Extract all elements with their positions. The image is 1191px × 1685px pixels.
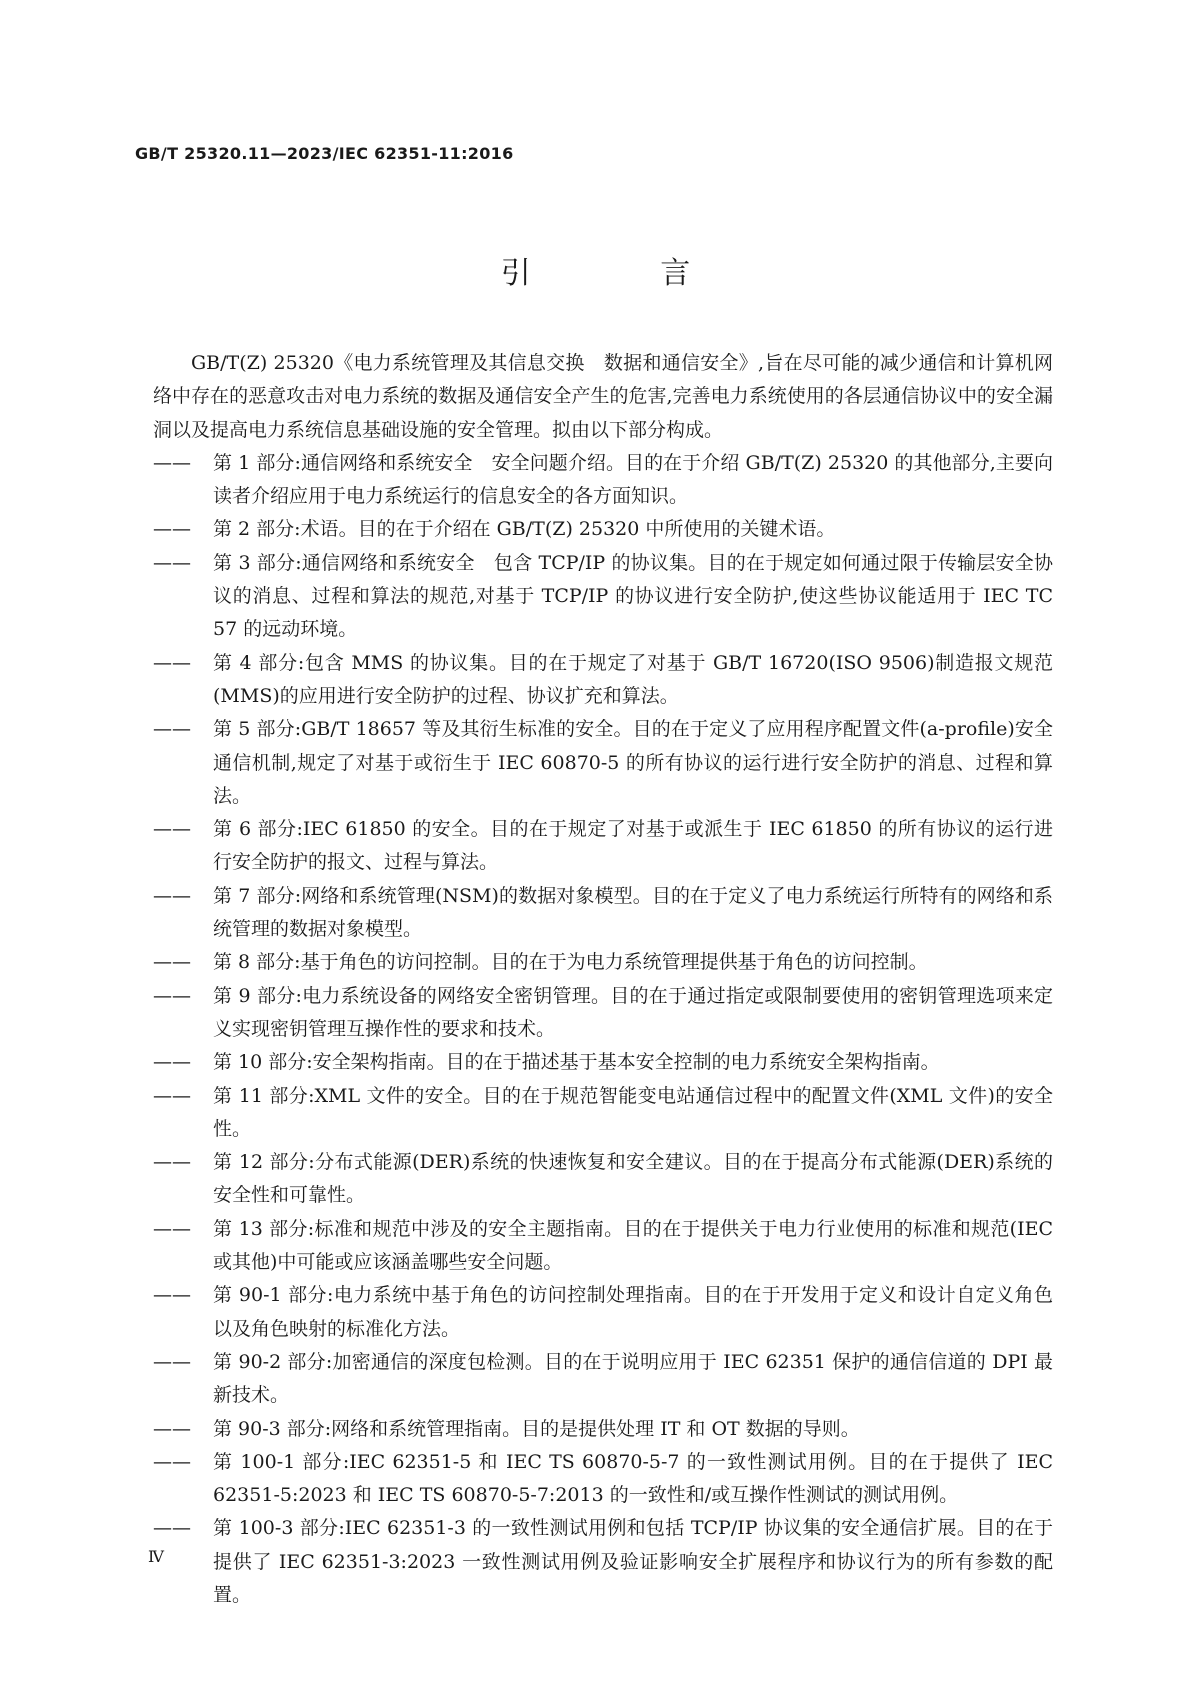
list-dash: ——	[153, 1084, 191, 1107]
list-item-text: 第 9 部分:电力系统设备的网络安全密钥管理。目的在于通过指定或限制要使用的密钥管理选项来定义实现密钥管理互操作性的要求和技术。	[213, 984, 1053, 1040]
list-item	[153, 1046, 1053, 1079]
list-item	[153, 1446, 1053, 1513]
list-dash: ——	[153, 518, 191, 541]
list-dash: ——	[153, 1350, 191, 1373]
list-item	[153, 547, 1053, 647]
list-item	[153, 980, 1053, 1047]
intro-paragraph: GB/T(Z) 25320《电力系统管理及其信息交换 数据和通信安全》,旨在尽可能的减少通信和计算机网络中存在的恶意攻击对电力系统的数据及通信安全产生的危害,完善电力系统使用的各层通信协议中的安全漏洞以及提高电力系统信息基础设施的安全管理。拟由以下部分构成。	[153, 352, 1053, 441]
list-item	[153, 713, 1053, 813]
list-item	[153, 1413, 1053, 1446]
list-item	[153, 1279, 1053, 1346]
list-dash: ——	[153, 451, 191, 474]
list-item	[153, 813, 1053, 880]
list-dash: ——	[153, 651, 191, 674]
document-header: GB/T 25320.11—2023/IEC 62351-11:2016	[135, 144, 514, 163]
list-item	[153, 946, 1053, 979]
list-item-text: 第 8 部分:基于角色的访问控制。目的在于为电力系统管理提供基于角色的访问控制。	[213, 951, 928, 974]
list-item-text: 第 2 部分:术语。目的在于介绍在 GB/T(Z) 25320 中所使用的关键术语。	[213, 518, 836, 541]
list-item-text: 第 90-2 部分:加密通信的深度包检测。目的在于说明应用于 IEC 62351 保护的通信信道的 DPI 最新技术。	[213, 1350, 1053, 1407]
list-item-text: 第 1 部分:通信网络和系统安全 安全问题介绍。目的在于介绍 GB/T(Z) 25320 的其他部分,主要向读者介绍应用于电力系统运行的信息安全的各方面知识。	[213, 451, 1053, 508]
list-item-text: 第 100-3 部分:IEC 62351-3 的一致性测试用例和包括 TCP/IP 协议集的安全通信扩展。目的在于提供了 IEC 62351-3:2023 一致性测试用例及验证影响安全扩展程序和协议行为的所有参数的配置。	[213, 1517, 1053, 1606]
list-item	[153, 513, 1053, 546]
list-item	[153, 1146, 1053, 1213]
list-dash: ——	[153, 984, 191, 1007]
list-item-text: 第 90-3 部分:网络和系统管理指南。目的是提供处理 IT 和 OT 数据的导则。	[213, 1417, 860, 1440]
list-item	[153, 880, 1053, 947]
list-dash: ——	[153, 1284, 191, 1307]
list-item-text: 第 5 部分:GB/T 18657 等及其衍生标准的安全。目的在于定义了应用程序配置文件(a-profile)安全通信机制,规定了对基于或衍生于 IEC 60870-5 的所有协议的运行进行安全防护的消息、过程和算法。	[213, 718, 1053, 807]
section-title: 引 言	[500, 256, 751, 291]
list-dash: ——	[153, 884, 191, 907]
list-item-text: 第 100-1 部分:IEC 62351-5 和 IEC TS 60870-5-7 的一致性测试用例。目的在于提供了 IEC 62351-5:2023 和 IEC TS 60870-5-7:2013 的一致性和/或互操作性测试的测试用例。	[213, 1450, 1053, 1507]
list-item-text: 第 6 部分:IEC 61850 的安全。目的在于规定了对基于或派生于 IEC 61850 的所有协议的运行进行安全防护的报文、过程与算法。	[213, 818, 1053, 874]
list-dash: ——	[153, 1450, 191, 1473]
list-item	[153, 1080, 1053, 1147]
list-item-text: 第 7 部分:网络和系统管理(NSM)的数据对象模型。目的在于定义了电力系统运行所特有的网络和系统管理的数据对象模型。	[213, 884, 1053, 941]
list-dash: ——	[153, 951, 191, 974]
list-dash: ——	[153, 551, 191, 574]
part-list	[153, 447, 1053, 1612]
list-item	[153, 1213, 1053, 1280]
list-dash: ——	[153, 818, 191, 841]
list-dash: ——	[153, 1151, 191, 1174]
list-dash: ——	[153, 1051, 191, 1074]
list-dash: ——	[153, 1217, 191, 1240]
list-dash: ——	[153, 1517, 191, 1540]
list-item-text: 第 12 部分:分布式能源(DER)系统的快速恢复和安全建议。目的在于提高分布式能源(DER)系统的安全性和可靠性。	[213, 1151, 1053, 1207]
list-dash: ——	[153, 718, 191, 741]
list-item	[153, 447, 1053, 514]
list-item	[153, 647, 1053, 714]
document-body	[153, 347, 1053, 1612]
list-item-text: 第 3 部分:通信网络和系统安全 包含 TCP/IP 的协议集。目的在于规定如何通过限于传输层安全协议的消息、过程和算法的规范,对基于 TCP/IP 的协议进行安全防护,使这些协议能适用于 IEC TC 57 的远动环境。	[213, 551, 1053, 641]
list-item-text: 第 10 部分:安全架构指南。目的在于描述基于基本安全控制的电力系统安全架构指南。	[213, 1051, 940, 1074]
list-dash: ——	[153, 1417, 191, 1440]
list-item	[153, 1346, 1053, 1413]
list-item-text: 第 11 部分:XML 文件的安全。目的在于规范智能变电站通信过程中的配置文件(XML 文件)的安全性。	[213, 1084, 1053, 1140]
page-number: Ⅳ	[148, 1547, 164, 1566]
list-item-text: 第 4 部分:包含 MMS 的协议集。目的在于规定了对基于 GB/T 16720(ISO 9506)制造报文规范(MMS)的应用进行安全防护的过程、协议扩充和算法。	[213, 651, 1053, 707]
list-item-text: 第 90-1 部分:电力系统中基于角色的访问控制处理指南。目的在于开发用于定义和设计自定义角色以及角色映射的标准化方法。	[213, 1284, 1053, 1340]
list-item-text: 第 13 部分:标准和规范中涉及的安全主题指南。目的在于提供关于电力行业使用的标准和规范(IEC 或其他)中可能或应该涵盖哪些安全问题。	[213, 1217, 1053, 1274]
list-item	[153, 1512, 1053, 1612]
